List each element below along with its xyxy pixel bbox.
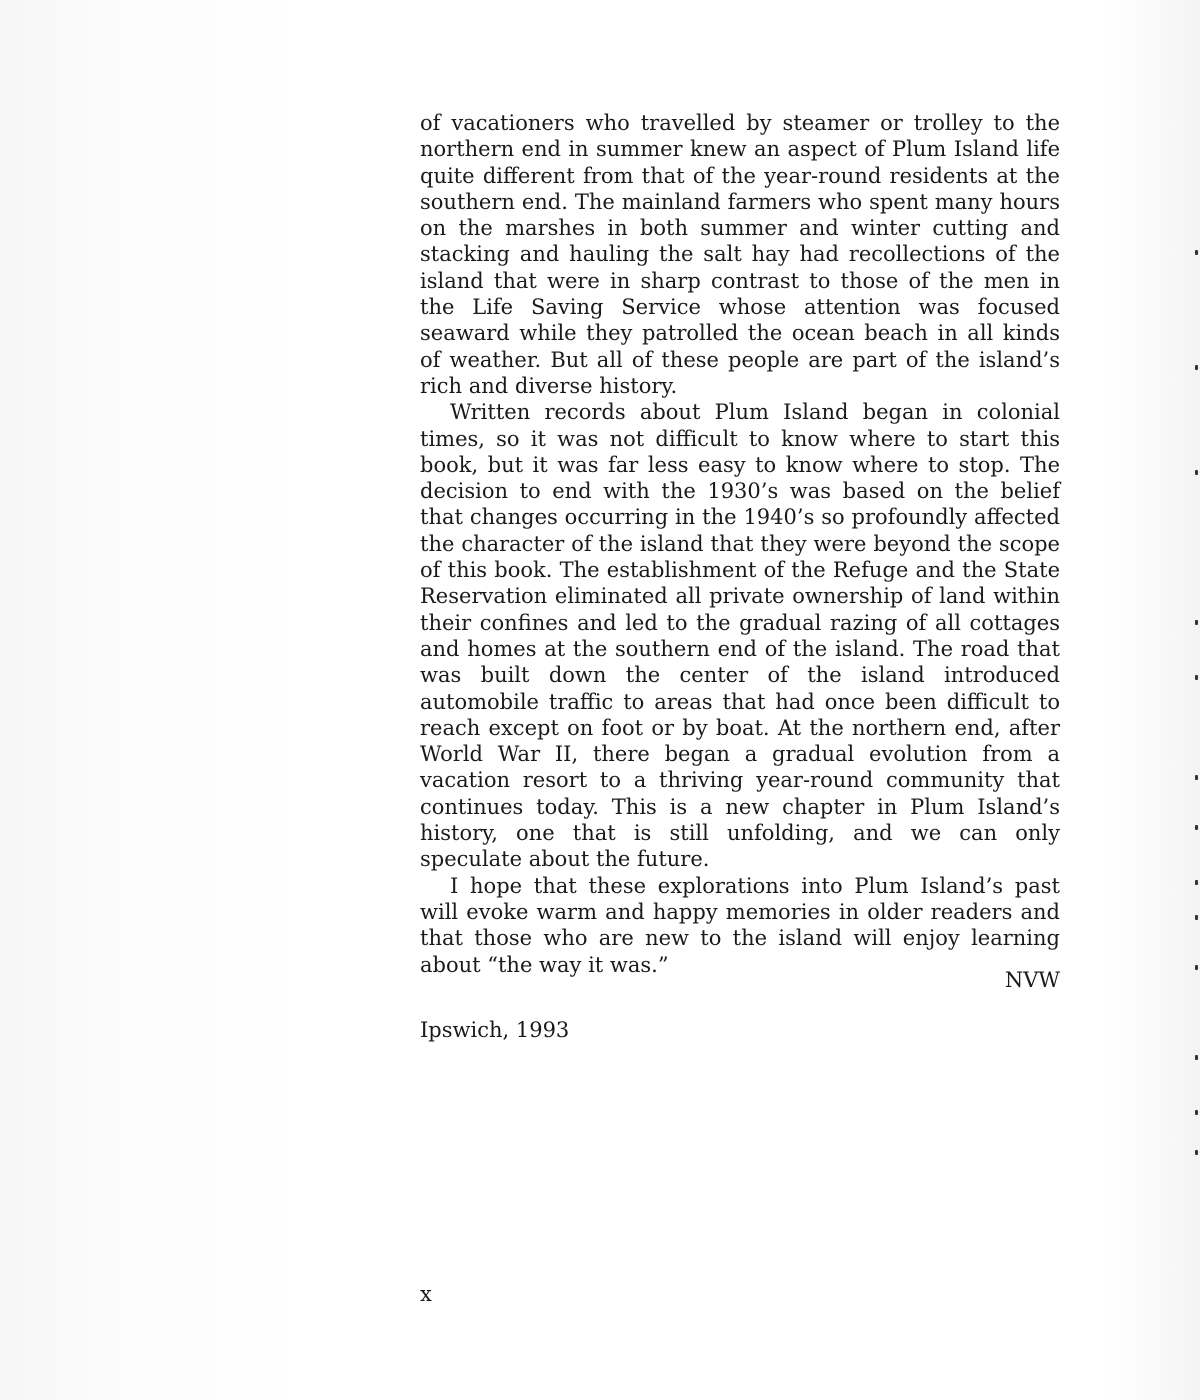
author-initials: NVW	[1004, 968, 1060, 992]
paragraph-closing: I hope that these explorations into Plum Island’s past will evoke warm and happy memories in older readers and that those who are new to the island will enjoy learning about “the way it was.”	[420, 873, 1060, 977]
page-edge-marks	[1192, 0, 1200, 1400]
place-date: Ipswich, 1993	[420, 1018, 570, 1042]
paragraph-continued: of vacationers who travelled by steamer or trolley to the northern end in summer knew an aspect of Plum Island life quite different from that of the year-round residents at the southern end. The mainland farmers who spent many hours on the marshes in both summer and winter cutting and stacking and hauling the salt hay had recollections of the island that were in sharp contrast to those of the men in the Life Saving Service whose attention was focused seaward while they patrolled the ocean beach in all kinds of weather. But all of these people are part of the island’s rich and diverse history.	[420, 111, 1060, 398]
page-number: x	[420, 1282, 432, 1306]
preface-body	[420, 110, 1060, 978]
paragraph-written-records: Written records about Plum Island began in colonial times, so it was not difficult to know where to start this book, but it was far less easy to know where to stop. The decision to end with the 1930’s was based on the belief that changes occurring in the 1940’s so profoundly affected the character of the island that they were beyond the scope of this book. The establishment of the Refuge and the State Reservation eliminated all private ownership of land within their confines and led to the gradual razing of all cottages and homes at the southern end of the island. The road that was built down the center of the island introduced automobile traffic to areas that had once been difficult to reach except on foot or by boat. At the northern end, after World War II, there began a gradual evolution from a vacation resort to a thriving year-round community that continues today. This is a new chapter in Plum Island’s history, one that is still unfolding, and we can only speculate about the future.	[420, 400, 1060, 872]
